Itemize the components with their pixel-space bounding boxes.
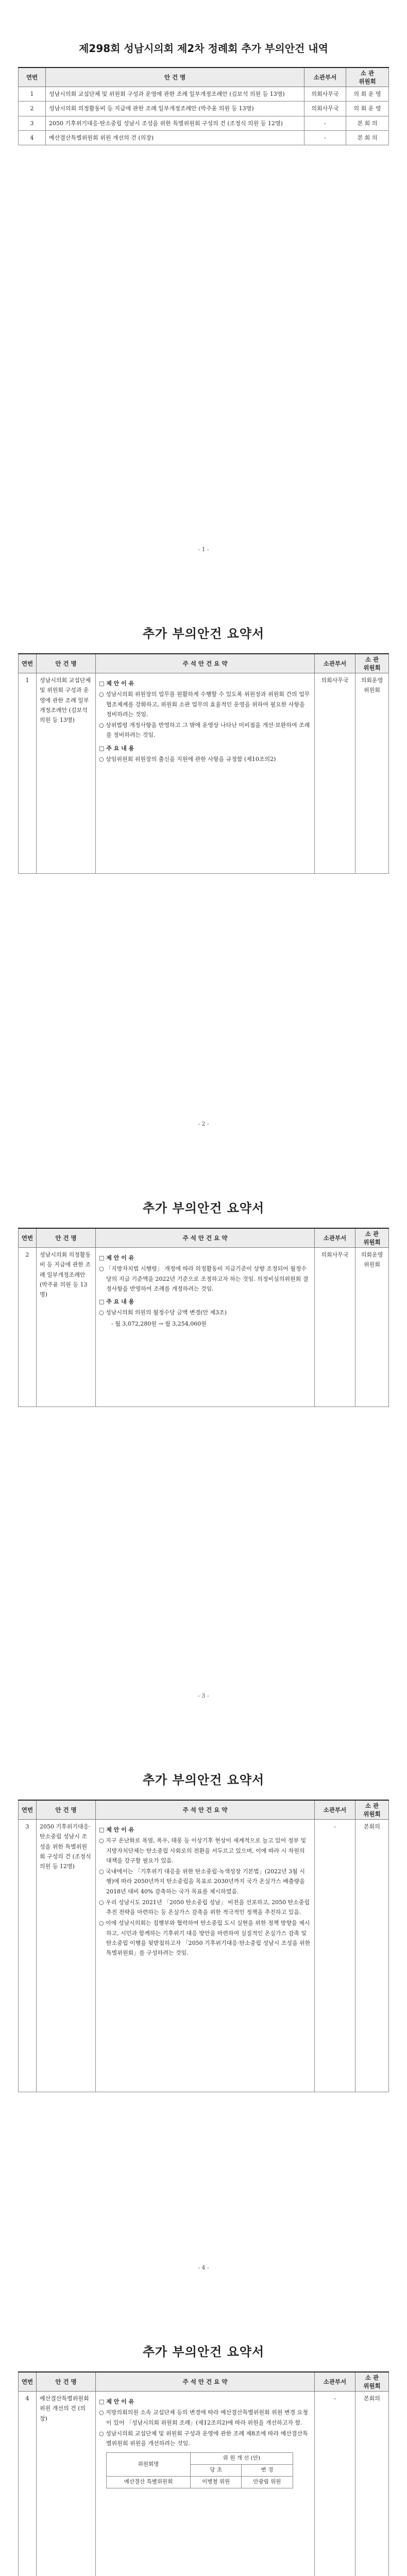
reason-heading: □ 제 안 이 유 — [99, 2398, 134, 2405]
summary-table-2 — [18, 1228, 389, 1407]
table-row — [19, 87, 389, 101]
row-no: 1 — [19, 673, 37, 874]
page-title: 제298회 성남시의회 제2차 정례회 추가 부의안건 내역 — [79, 42, 328, 55]
col-header-name: 안 건 명 — [46, 67, 304, 87]
row-name: 예산결산특별위원회 위원 개선의 건 (의장) — [46, 130, 304, 145]
col-header-committee: 소 관 위원회 — [346, 67, 389, 87]
row-committee: 의회운영 위원회 — [355, 1248, 389, 1407]
inner-header: 위 원 개 선 (안) — [191, 2453, 293, 2465]
col-header-name: 안 건 명 — [37, 2372, 96, 2392]
col-header-dept: 소관부서 — [304, 67, 346, 87]
row-name: 예산결산특별위원회 위원 개선의 건 (의장) — [37, 2392, 96, 2576]
inner-col-after: 변 경 — [242, 2465, 293, 2477]
col-header-committee: 소 관 위원회 — [355, 1800, 389, 1820]
row-name: 성남시의회 의정활동비 등 지급에 관한 조례 일부개정조례안 (박주윤 의원 등 13명) — [46, 101, 304, 116]
table-row — [19, 1820, 389, 2092]
row-name: 2050 기후위기대응·탄소중립 성남시 조성을 위한 특별위원회 구성의 건 (조정식 의원 등 12명) — [37, 1820, 96, 2092]
col-header-dept: 소관부서 — [315, 2372, 355, 2392]
row-summary — [96, 1248, 315, 1407]
sub-item: - 월 3,072,280원 → 월 3,254,060원 — [111, 1320, 207, 1327]
page-number: - 2 - — [198, 1121, 209, 1127]
col-header-dept: 소관부서 — [315, 654, 355, 673]
inner-before-member: 이병철 위원 — [191, 2476, 242, 2488]
row-name: 성남시의회 교섭단체 및 위원회 구성과 운영에 관한 조례 일부개정조례안 (김보석 의원 등 13명) — [37, 673, 96, 874]
row-name: 성남시의회 교섭단체 및 위원회 구성과 운영에 관한 조례 일부개정조례안 (김보석 의원 등 13명) — [46, 87, 304, 101]
row-committee: 의회운영 위원회 — [355, 673, 389, 874]
inner-col-committee: 위원회명 — [107, 2453, 191, 2477]
col-header-no: 연번 — [19, 67, 46, 87]
reason-item: ○ 우리 성남시도 2021년 「2050 탄소중립 성남」 비전을 선포하고, 2050 탄소중립 추진 전략을 마련하는 등 온실가스 감축을 위한 적극적인 정책을 추진하고 있음. — [99, 1899, 310, 1916]
col-header-no: 연번 — [19, 654, 37, 673]
row-name: 2050 기후위기대응·탄소중립 성남시 조성을 위한 특별위원회 구성의 건 (조정식 의원 등 12명) — [46, 116, 304, 130]
row-dept: 의회사무국 — [315, 1248, 355, 1407]
reason-heading: □ 제 안 이 유 — [99, 1826, 134, 1833]
row-dept: - — [315, 1820, 355, 2092]
reason-item: ○ 지방의회의원 소속 교섭단체 등의 변경에 따라 예산결산특별위원회 위원 변경 요청이 있어 「성남시의회 위원회 조례」(제12조의2)에 따라 위원을 개선하고자 함. — [99, 2409, 308, 2426]
col-header-name: 안 건 명 — [37, 1228, 96, 1248]
row-dept: 의회사무국 — [304, 101, 346, 116]
row-dept: 의회사무국 — [304, 87, 346, 101]
col-header-summary: 주 석 안 건 요 약 — [96, 2372, 315, 2392]
reason-item: ○ 이에 성남시의회는 집행부와 협력하여 탄소중립 도시 실현을 위한 정책 방향을 제시하고, 시민과 함께하는 기후위기 대응 방안을 마련하여 실질적인 온실가스 감축 및 탄소중립 이행을 뒷받침하고자 「2050 기후위기대응·탄소중립 성남시 조성을 위한 특별위원회」를 구성하려는 것임. — [99, 1920, 311, 1956]
main-item: ○ 성남시의회 의원의 월정수당 금액 변경(안 제3조) — [99, 1309, 227, 1316]
reason-item: ○ 상위법령 개정사항을 반영하고 그 밖에 운영상 나타난 미비점을 개선·보완하여 조례를 정비하려는 것임. — [99, 722, 310, 739]
summary-title: 추가 부의안건 요약서 — [142, 1201, 265, 1215]
summary-table-4 — [18, 2371, 389, 2576]
col-header-name: 안 건 명 — [37, 1800, 96, 1820]
main-heading: □ 주 요 내 용 — [99, 1298, 134, 1305]
row-committee: 의 회 운 영 — [346, 101, 389, 116]
reason-item: ○ 성남시의회 교섭단체 및 위원회 구성과 운영에 관한 조례 제8조에 따라 예산결산특별위원회 위원을 개선하려는 것임. — [99, 2430, 308, 2447]
main-item: ○ 상임위원회 위원장의 출신을 지원에 관한 사항을 규정함 (제10조의2) — [99, 755, 276, 762]
table-row — [19, 1248, 389, 1407]
reason-heading: □ 제 안 이 유 — [99, 680, 134, 687]
row-no: 1 — [19, 87, 46, 101]
col-header-summary: 주 석 안 건 요 약 — [96, 654, 315, 673]
col-header-no: 연번 — [19, 2372, 37, 2392]
row-dept: - — [304, 130, 346, 145]
row-summary — [96, 2392, 315, 2576]
table-row — [19, 116, 389, 130]
col-header-summary: 주 석 안 건 요 약 — [96, 1228, 315, 1248]
row-no: 4 — [19, 130, 46, 145]
col-header-committee: 소 관 위원회 — [355, 1228, 389, 1248]
reason-item: ○ 성남시의회 위원장의 업무를 원활하게 수행할 수 있도록 위원장과 위원회 간의 업무 협조체계를 강화하고, 위원회 소관 업무의 효율적인 운영을 위하여 필요한 사항을 정비하려는 것임. — [99, 691, 310, 718]
page-number: - 1 - — [198, 546, 209, 553]
row-committee: 본회의 — [355, 2392, 389, 2576]
reason-item: ○ 지구 온난화로 폭염, 폭우, 태풍 등 이상기후 현상이 세계적으로 늘고 있어 정부 및 지방자치단체는 탄소중립 사회로의 전환을 서두르고 있으며, 이에 따라 시 차원의 대책을 강구할 필요가 있음. — [99, 1837, 307, 1864]
row-no: 2 — [19, 1248, 37, 1407]
row-dept: - — [304, 116, 346, 130]
row-committee: 의 회 운 영 — [346, 87, 389, 101]
table-row — [19, 673, 389, 874]
row-no: 3 — [19, 1820, 37, 2092]
table-row — [19, 2392, 389, 2576]
summary-table-3 — [18, 1800, 389, 2092]
reason-item: ○ 「지방자치법 시행령」 개정에 따라 의정활동비 지급기준이 상향 조정되어 월정수당의 지급 기준액을 2022년 기준으로 조정하고자 하는 것임. 의정비심의위원회 결정사항을 반영하여 조례를 개정하려는 것임. — [99, 1265, 309, 1292]
table-row — [19, 130, 389, 145]
reason-heading: □ 제 안 이 유 — [99, 1255, 134, 1261]
summary-title: 추가 부의안건 요약서 — [142, 1773, 265, 1787]
page-number: - 4 - — [198, 2264, 209, 2271]
table-row — [19, 101, 389, 116]
col-header-no: 연번 — [19, 1228, 37, 1248]
inner-col-before: 당 초 — [191, 2465, 242, 2477]
inner-committee-name: 예산결산 특별위원회 — [107, 2476, 191, 2488]
row-dept: - — [315, 2392, 355, 2576]
summary-table-1 — [18, 653, 389, 874]
row-committee: 본 회 의 — [346, 116, 389, 130]
member-change-table — [106, 2452, 293, 2488]
inner-after-member: 안광림 위원 — [242, 2476, 293, 2488]
row-committee: 본회의 — [355, 1820, 389, 2092]
summary-title: 추가 부의안건 요약서 — [142, 2345, 265, 2359]
agenda-list-table — [18, 67, 389, 145]
row-summary — [96, 673, 315, 874]
table-row — [107, 2476, 293, 2488]
col-header-dept: 소관부서 — [315, 1800, 355, 1820]
row-name: 성남시의회 의정활동비 등 지급에 관한 조례 일부개정조례안 (박주윤 의원 등 13명) — [37, 1248, 96, 1407]
col-header-committee: 소 관 위원회 — [355, 2372, 389, 2392]
row-no: 4 — [19, 2392, 37, 2576]
col-header-dept: 소관부서 — [315, 1228, 355, 1248]
col-header-no: 연번 — [19, 1800, 37, 1820]
row-dept: 의회사무국 — [315, 673, 355, 874]
summary-title: 추가 부의안건 요약서 — [142, 626, 265, 641]
row-no: 2 — [19, 101, 46, 116]
row-no: 3 — [19, 116, 46, 130]
main-heading: □ 주 요 내 용 — [99, 744, 134, 752]
col-header-summary: 주 석 안 건 요 약 — [96, 1800, 315, 1820]
page-number: - 3 - — [198, 1692, 209, 1699]
row-summary — [96, 1820, 315, 2092]
col-header-committee: 소 관 위원회 — [355, 654, 389, 673]
col-header-name: 안 건 명 — [37, 654, 96, 673]
reason-item: ○ 국내에서는 「기후위기 대응을 위한 탄소중립·녹색성장 기본법」(2022년 3월 시행)에 따라 2050년까지 탄소중립을 목표로 2030년까지 국가 온실가스 배출량을 2018년 대비 40% 감축하는 국가 목표를 제시하였음. — [99, 1868, 305, 1895]
row-committee: 본 회 의 — [346, 130, 389, 145]
